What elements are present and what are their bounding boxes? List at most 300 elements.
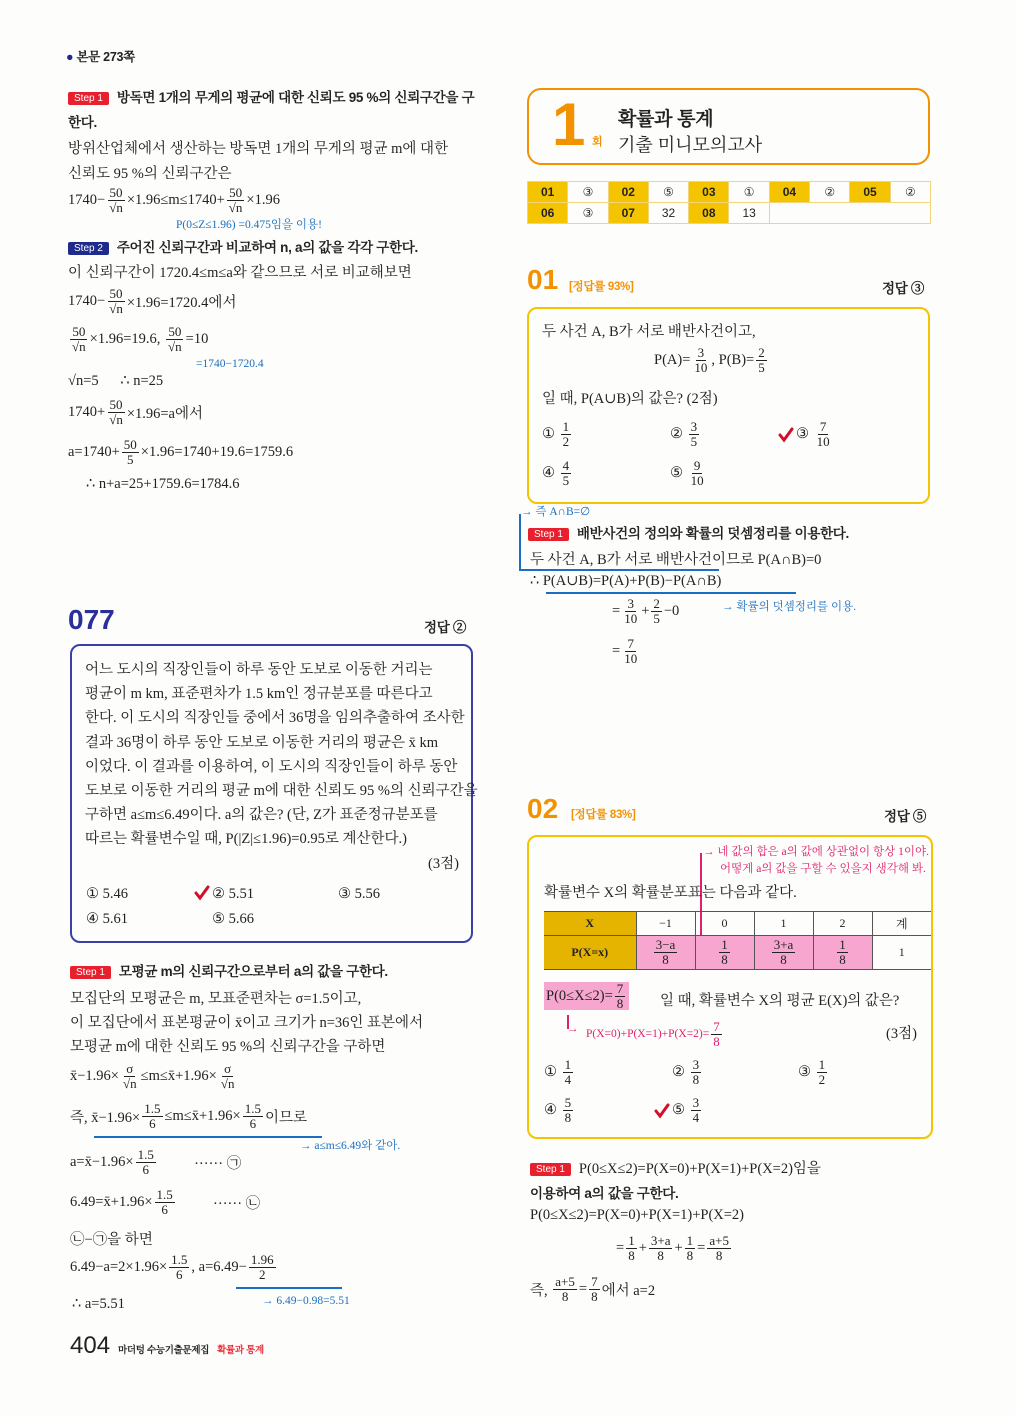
table-cell [813,936,872,970]
numerator: 1 [721,937,728,953]
annotation-text: 네 값의 합은 a의 값에 상관없이 항상 1이야. [717,846,929,858]
table-header: −1 [636,912,695,936]
denominator: 2 [258,1266,266,1282]
denominator: 10 [694,359,708,375]
annotation-text: 어떻게 a의 값을 구할 수 있을지 생각해 봐. [720,863,926,875]
math-text: ⑤ [672,1101,689,1118]
numerator: 50 [72,324,86,339]
annotation: → 확률의 덧셈정리를 이용. [722,601,857,613]
denominator: √n [72,338,86,354]
table-cell: 1 [872,936,931,970]
numerator: 5 [564,1095,572,1110]
annotation-text: 6.49−0.98=5.51 [276,1295,350,1307]
choice-1[interactable]: ① 5.46 [86,886,128,902]
numerator: a+5 [555,1274,575,1289]
math-text: ×1.96=1720.4에서 [126,294,237,311]
checkmark-icon [778,427,794,443]
choice-5[interactable]: ⑤ 5.66 [212,911,254,927]
text-line: 결과 36명이 하루 동안 도보로 이동한 거리의 평균은 x̄ km [85,734,439,751]
denominator: 8 [561,1288,569,1304]
numerator: 1.96 [250,1252,274,1267]
math-text: −0 [663,602,680,619]
numerator: 1 [628,1233,635,1248]
step-title: 방독면 1개의 무게의 평균에 대한 신뢰도 95 %의 신뢰구간을 구 [116,90,475,105]
denominator: 10 [624,650,638,666]
fraction [692,346,709,374]
math-text: = [697,1239,706,1256]
numerator: 50 [123,437,137,452]
table-cell [636,936,695,970]
denominator: 5 [562,472,570,488]
numerator: 3 [697,345,705,360]
fraction [691,1058,702,1086]
table-header: X [544,912,636,936]
math-text: 6.49=x̄+1.96× [70,1193,153,1210]
denominator: 8 [780,952,787,967]
choice-2[interactable] [672,1058,703,1086]
equation [616,1234,733,1262]
math-text: ∴ a=5.51 [72,1296,125,1312]
math-text: 1740− [68,191,106,208]
math-text: 6.49−a=2×1.96× [70,1258,168,1275]
numerator: 2 [653,596,660,611]
fraction [756,346,767,374]
denominator: 8 [657,1247,664,1263]
answer-label: 정답 ② [424,620,467,635]
answer-key: 01 [528,182,568,203]
math-text: ㉡−㉠을 하면 [70,1232,153,1248]
math-text: P(A)= [654,351,691,368]
answer-key: 08 [689,203,729,224]
question-text: 일 때, 확률변수 X의 평균 E(X)의 값은? [660,993,900,1009]
denominator: √n [109,199,123,215]
fraction [563,1058,574,1086]
equation [70,1102,307,1130]
answer-value: ③ [568,203,608,224]
annotation-text: 즉 A∩B=∅ [535,506,591,518]
equation [70,1228,153,1249]
denominator: 6 [142,1161,149,1177]
round-number: 1 [552,91,586,158]
math-text: ④ [544,1101,561,1118]
answer-value: ② [810,182,850,203]
underline [236,1287,342,1289]
numerator: 7 [713,1019,720,1034]
fraction [772,938,796,966]
text-line: 따르는 확률변수일 때, P(|Z|≤1.96)=0.95로 계산한다.) [85,831,407,848]
step1-heading [528,522,849,543]
fraction [107,186,125,214]
text-line: 방위산업체에서 생산하는 방독면 1개의 무게의 평균 m에 대한 [68,141,449,157]
denominator: 5 [758,359,765,375]
choice-1[interactable] [544,1058,575,1086]
fraction [166,325,184,353]
choice-3[interactable] [796,420,834,448]
math-text: ④ [542,464,559,481]
denominator: 5 [690,433,698,449]
step1-heading [530,1157,821,1178]
equation [654,346,769,374]
math-text: ∴ n+a=25+1759.6=1784.6 [86,476,240,492]
problem-number: 077 [68,604,115,635]
reference-text: 본문 273쪽 [76,50,135,64]
numerator: 1 [564,1057,572,1072]
denominator: 10 [624,610,638,626]
fraction [563,1096,574,1124]
fraction [689,459,706,487]
text-line: 이었다. 이 결과를 이용하여, 이 도시의 직장인들이 하루 동안 [85,758,458,775]
step-title: 주어진 신뢰구간과 비교하여 n, a의 값을 각각 구한다. [116,240,418,255]
choice-5[interactable] [670,459,708,487]
annotation-text [586,1020,724,1048]
math-text: P(0≤X≤2)=P(X=0)+P(X=1)+P(X=2) [530,1207,745,1223]
math-text: a=x̄−1.96× [70,1153,134,1170]
step-badge: Step 2 [68,242,109,255]
answer-key: 04 [769,182,809,203]
math-text: + [638,1239,647,1256]
fraction [561,459,572,487]
choice-2[interactable]: ② 5.51 [212,886,254,902]
answer-value: ⑤ [648,182,688,203]
checkmark-icon [654,1103,670,1119]
numerator: 1 [818,1057,826,1072]
circle-bullet-icon: ● [66,50,74,64]
math-text: x̄−1.96× [70,1067,119,1084]
math-text: ×1.96=a에서 [126,405,204,422]
fraction [689,420,700,448]
denominator: 4 [564,1071,572,1087]
text-line: 도보로 이동한 거리의 평균 m에 대한 신뢰도 95 %의 신뢰구간을 [85,783,478,800]
fraction [121,1062,139,1090]
equation [86,476,240,493]
step-badge: Step 1 [68,92,109,105]
math-text: ≤m≤x̄+1.96× [140,1067,217,1084]
subject: 확률과 통계 [217,1345,264,1356]
fraction [685,1234,696,1262]
denominator: 8 [564,1109,572,1125]
annotation: → 즉 A∩B=∅ [521,506,591,518]
numerator: 7 [591,1274,598,1289]
distribution-table [544,911,931,970]
underline [546,592,796,594]
equation [68,438,293,466]
text-line: 신뢰도 95 %의 신뢰구간은 [68,166,232,182]
problem-text [85,658,478,852]
fraction [651,597,662,625]
math-text: ×1.96=1740+19.6=1759.6 [140,443,294,460]
math-text: ① [544,1063,561,1080]
numerator: 50 [109,185,123,200]
denominator: 8 [662,952,669,967]
text-line: 모평균 m에 대한 신뢰도 95 %의 신뢰구간을 구하면 [70,1039,386,1055]
math-text: ② [670,425,687,442]
math-text: P(0≤X≤2)= [546,987,613,1004]
equation [72,1296,125,1313]
fraction [615,982,626,1010]
fraction [561,420,572,448]
page-footer [70,1332,264,1360]
numerator: 1.5 [137,1147,154,1162]
math-text: 1740+ [68,403,106,420]
fraction [169,1253,189,1281]
fraction [654,938,678,966]
math-text: ······ ㉠ [157,1155,242,1172]
equation-highlight [544,982,629,1010]
header-subtitle: 기출 미니모의고사 [618,135,763,155]
underline [94,1136,322,1138]
choice-3[interactable] [798,1058,829,1086]
fraction [70,325,88,353]
math-text: =10 [185,330,209,347]
fraction [122,438,139,466]
denominator: 8 [713,1033,720,1049]
answer-value: 32 [648,203,688,224]
math-text: ×1.96 [246,191,280,208]
numerator: 1.5 [144,1101,161,1116]
answer-label: 정답 ⑤ [884,809,927,824]
annotation: P(0≤Z≤1.96) =0.475임을 이용! [176,219,322,231]
denominator: 10 [816,433,830,449]
math-text: ② [672,1063,689,1080]
fraction [107,398,125,426]
numerator: 7 [616,981,624,996]
table-header: 0 [695,912,754,936]
numerator: 1 [839,937,846,953]
denominator: 6 [149,1115,156,1131]
equation [530,1207,744,1224]
fraction [622,637,639,665]
math-text: √n=5 ∴ n=25 [68,373,164,389]
denominator: 5 [653,610,660,626]
text-line: 평균이 m km, 표준편차가 1.5 km인 정규분포를 따른다고 [85,686,433,703]
denominator: √n [228,199,243,215]
numerator: 1.5 [171,1252,188,1267]
choice-2[interactable] [670,420,701,448]
denominator: 8 [591,1288,598,1304]
step-title: 모평균 m의 신뢰구간으로부터 a의 값을 구한다. [118,964,388,979]
numerator: 50 [229,185,243,200]
denominator: 6 [249,1115,257,1131]
denominator: 4 [692,1109,700,1125]
choice-4[interactable] [544,1096,575,1124]
numerator: 3 [690,419,698,434]
text-line: 일 때, P(A∪B)의 값은? (2점) [542,391,718,407]
text-line: 한다. 이 도시의 직장인들 중에서 36명을 임의추출하여 조사한 [85,710,465,727]
equation [70,1062,238,1090]
denominator: 8 [839,952,846,967]
answer-key: 02 [608,182,648,203]
text-line: 모집단의 모평균은 m, 모표준편차는 σ=1.5이고, [70,991,362,1007]
numerator: 50 [168,324,182,339]
text-line: 두 사건 A, B가 서로 배반사건이고, [542,324,756,340]
text-line: 확률변수 X의 확률분포표는 다음과 같다. [544,885,797,901]
step1-heading [70,960,388,981]
fraction [227,186,245,214]
math-text: = [612,642,621,659]
numerator: 1 [562,419,570,434]
numerator: 3−a [655,937,676,953]
math-text: ≤m≤x̄+1.96× [164,1107,241,1124]
math-text: = [612,602,621,619]
numerator: σ [224,1061,232,1076]
math-text: 이므로 [264,1109,307,1126]
numerator: 1.5 [244,1101,261,1116]
reference-page [66,47,135,65]
choice-4[interactable] [542,459,573,487]
denominator: 5 [127,451,134,467]
equation [68,186,280,214]
text-line: 이 모집단에서 표본평균이 x̄이고 크기가 n=36인 표본에서 [70,1015,424,1031]
fraction [626,1234,637,1262]
bracket-line [519,514,521,570]
math-text: a=1740+ [68,443,120,460]
equation [530,1275,655,1303]
denominator: √n [122,1075,137,1091]
choice-1[interactable] [542,420,573,448]
numerator: 3 [692,1057,700,1072]
fraction [249,1253,276,1281]
answer-grid [527,181,931,224]
equation [70,1188,260,1216]
equation [70,1253,278,1281]
math-text: ⑤ [670,464,687,481]
math-text: ① [542,425,559,442]
problem-number: 01 [527,264,559,295]
answer-key: 07 [608,203,648,224]
numerator: 7 [819,419,827,434]
choice-5[interactable] [672,1096,703,1124]
fraction [719,938,730,966]
math-text: , P(B)= [711,351,755,368]
step-title: 배반사건의 정의와 확률의 덧셈정리를 이용한다. [576,526,849,541]
numerator: 1 [686,1233,694,1248]
math-text: , a=6.49− [191,1258,247,1275]
annotation: → a≤m≤6.49와 같아. [300,1140,401,1152]
answer-label: 정답 ③ [882,281,925,296]
math-text: P(X=0)+P(X=1)+P(X=2)= [586,1028,710,1041]
numerator: 2 [758,345,765,360]
choice-3[interactable]: ③ 5.56 [338,886,380,902]
fraction [817,1058,828,1086]
text-line: 이 신뢰구간이 1720.4≤m≤a와 같으므로 서로 비교해보면 [68,265,412,281]
equation [70,1148,241,1176]
numerator: 3+a [650,1233,671,1248]
denominator: √n [168,338,182,354]
table-header: 2 [813,912,872,936]
fraction [219,1062,237,1090]
numerator: 7 [627,636,634,651]
problem-number: 02 [527,793,559,824]
fraction [711,1020,722,1048]
equation [68,398,203,426]
step-title-cont: 이용하여 a의 값을 구한다. [530,1186,679,1201]
choice-4[interactable]: ④ 5.61 [86,911,128,927]
correct-rate: [정답률 83%] [571,809,636,821]
table-cell [754,936,813,970]
denominator: 10 [690,472,704,488]
math-text: ×1.96≤m≤1740+ [126,191,225,208]
table-header: 1 [754,912,813,936]
denominator: 8 [721,952,728,967]
numerator: 50 [109,286,123,301]
page-number: 404 [70,1332,111,1359]
annotation-text: 확률의 덧셈정리를 이용. [736,601,857,613]
equation: 두 사건 A, B가 서로 배반사건이므로 P(A∩B)=0 [530,552,822,568]
equation [68,373,163,390]
denominator: √n [109,300,123,316]
fraction [589,1275,600,1303]
denominator: 8 [628,1247,635,1263]
equation [612,597,679,625]
answer-value: ② [890,182,930,203]
points: (3점) [886,1026,917,1042]
numerator: σ [126,1061,134,1076]
equation [612,637,641,665]
checkmark-icon [194,885,210,901]
math-text: ③ [796,425,813,442]
answer-key: 03 [689,182,729,203]
text-line: 구하면 a≤m≤6.49이다. a의 값은? (단, Z가 표준정규분포를 [85,807,438,824]
fraction [136,1148,156,1176]
step-badge: Step 1 [530,1163,571,1176]
math-text: 에서 a=2 [601,1282,656,1299]
fraction [691,1096,702,1124]
fraction [553,1275,577,1303]
underline [519,569,719,571]
fraction [622,597,639,625]
round-label: 회 [592,136,603,148]
table-cell [695,936,754,970]
answer-value: ③ [568,182,608,203]
numerator: a+5 [709,1233,729,1248]
math-text: ×1.96=19.6, [89,330,164,347]
denominator: 8 [616,995,624,1011]
answer-key: 05 [850,182,890,203]
fraction [649,1234,673,1262]
equation [68,325,208,353]
step-badge: Step 1 [70,966,111,979]
annotation: → [567,1023,579,1035]
equation [68,287,236,315]
step2-heading [68,236,418,257]
numerator: 50 [109,397,123,412]
math-text: 즉, x̄−1.96× [70,1109,141,1126]
fraction [243,1102,263,1130]
numerator: 9 [693,458,701,473]
math-text: + [674,1239,683,1256]
fraction [107,287,125,315]
table-header: 계 [872,912,931,936]
fraction [155,1188,175,1216]
fraction [815,420,832,448]
math-text: + [641,602,650,619]
numerator: 3+a [773,937,794,953]
annotation: =1740−1720.4 [196,358,264,370]
text-line: 어느 도시의 직장인들이 하루 동안 도보로 이동한 거리는 [85,662,433,678]
fraction [707,1234,731,1262]
math-text: 1740− [68,292,106,309]
denominator: √n [220,1075,235,1091]
step-title: P(0≤X≤2)=P(X=0)+P(X=1)+P(X=2)임을 [578,1161,821,1177]
math-text: ······ ㉡ [176,1195,261,1212]
table-cell: P(X=x) [544,936,636,970]
step-title-cont: 한다. [68,115,97,130]
numerator: 4 [562,458,570,473]
denominator: 2 [818,1071,826,1087]
answer-key: 06 [528,203,568,224]
answer-value: 13 [729,203,769,224]
fraction [142,1102,162,1130]
